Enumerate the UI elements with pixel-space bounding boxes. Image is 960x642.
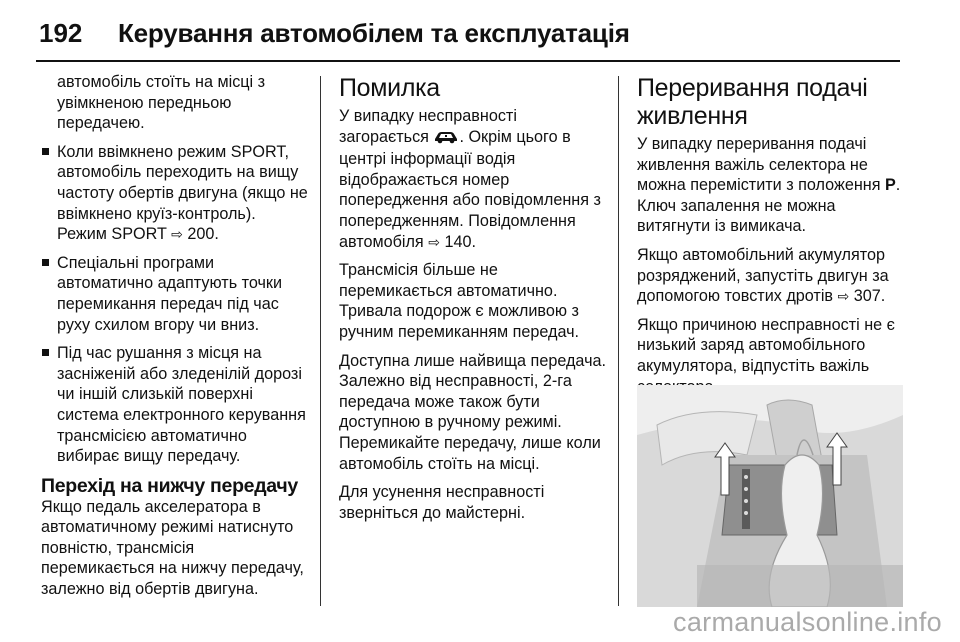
page-reference[interactable]: 200. [187, 225, 219, 244]
column-divider [618, 76, 619, 606]
page-reference[interactable]: 307. [853, 287, 886, 306]
kickdown-text: Якщо педаль акселератора в автоматичному режимі натиснуто повністю, трансмісія перемикається на нижчу передачу, залежно від обертів двигуна. [41, 497, 304, 599]
continuation-text: автомобіль стоїть на місці з увімкненою передньою передачею. [57, 73, 266, 133]
fault-paragraph: Для усунення несправності зверніться до майстерні. [339, 483, 545, 522]
bullet-list [41, 142, 309, 467]
header-rule [36, 60, 900, 62]
column-middle [339, 72, 607, 531]
watermark: carmanualsonline.info [673, 607, 942, 637]
bullet-item: Спеціальні програми автоматично адаптують точки перемикання передач під час руху схилом вгору чи вниз. [41, 253, 309, 335]
column-divider [320, 76, 321, 606]
gear-selector-photo [637, 385, 903, 607]
transmission-warning-car-icon [433, 129, 459, 150]
power-paragraph: Якщо причиною несправності не є низький заряд автомобільного акумулятора, відпустіть важіль [637, 315, 895, 375]
fault-paragraph: Трансмісія більше не перемикається автоматично. Тривала подорож є можливою з ручним перемиканням передач. [339, 261, 580, 341]
bullet-item: Під час рушання з місця на засніженій або зледенілій дорозі чи іншій слизькій поверхні система електронного керування трансмісією автоматично вибирає вищу передачу. [41, 343, 309, 467]
page-reference[interactable]: 140. [444, 232, 476, 251]
gear-position-p: P [884, 176, 896, 195]
page-reference-icon: ⇨ [837, 288, 850, 305]
kickdown-heading: Перехід на нижчу передачу [41, 474, 298, 497]
chapter-title: Керування автомобілем та експлуатація [118, 18, 630, 48]
fault-paragraph: Доступна лише найвища передача. Залежно від несправності, 2-га передача може також бути доступною в ручному режимі. Перемикайте передачу, лише коли автомобіль стоїть на місці. [339, 351, 606, 473]
page-number: 192 [39, 18, 83, 48]
page-reference-icon: ⇨ [428, 233, 440, 250]
power-interruption-heading: Переривання подачі живлення [637, 74, 868, 130]
page-reference-icon: ⇨ [171, 226, 183, 243]
power-paragraph: У випадку переривання подачі живлення важіль селектора не можна перемістити з положення P. Ключ запалення не можна витягнути із вимикача. [637, 135, 901, 236]
column-right [637, 72, 905, 434]
gear-selector-illustration [637, 385, 903, 607]
column-left [41, 72, 309, 608]
bullet-item: Коли ввімкнено режим SPORT, автомобіль переходить на вищу частоту обертів двигуна (якщо не ввімкнено круїз-контроль). Режим SPORT ⇨ 200. [41, 142, 309, 245]
fault-heading: Помилка [339, 74, 440, 102]
fault-paragraph: У випадку несправності загорається . Окрім цього в центрі інформації водія відображається номер попередження або повідомлення з попередженням. Повідомлення автомобіля ⇨ 140. [339, 107, 601, 251]
page-header [0, 0, 960, 62]
power-paragraph: Якщо автомобільний акумулятор розряджений, запустіть двигун за допомогою товстих дротів ⇨ 307. [637, 245, 889, 306]
